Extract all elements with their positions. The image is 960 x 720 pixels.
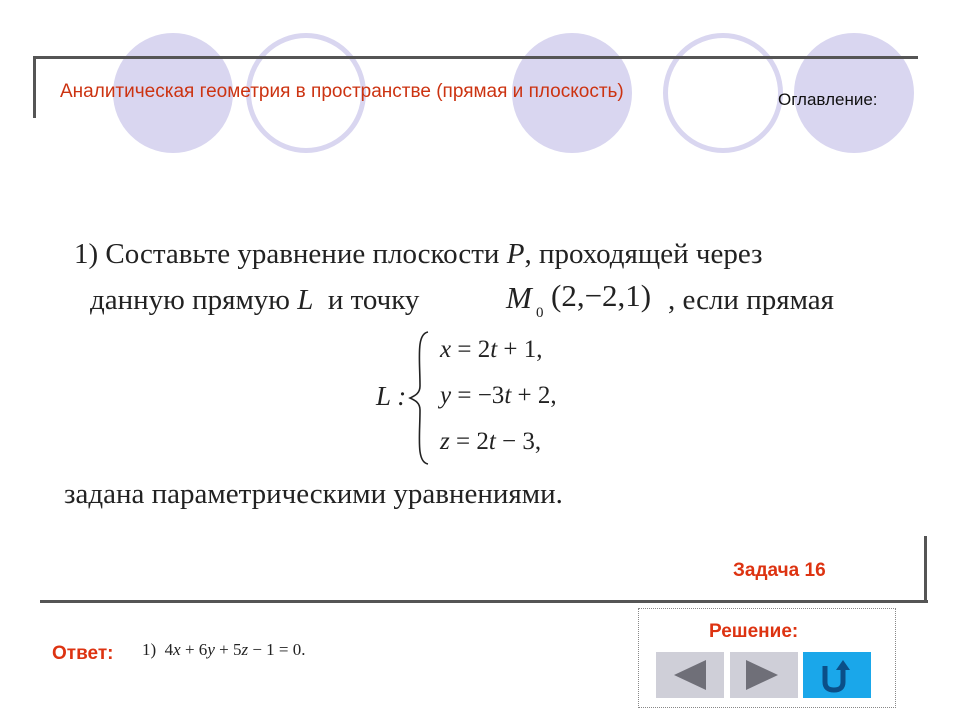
system-label: L : (376, 381, 407, 411)
problem-line-2 (90, 284, 419, 317)
problem-line-2-prefix: данную прямую (90, 284, 298, 316)
problem-line-3: задана параметрическими уравнениями. (64, 478, 563, 510)
frame-right-line (924, 536, 927, 603)
plane-name: P (506, 238, 525, 270)
point-coordinates: (2,−2,1) (551, 278, 652, 313)
table-of-contents-link[interactable]: Оглавление: (778, 90, 878, 109)
solution-link[interactable]: Решение: (709, 621, 799, 642)
previous-button[interactable] (656, 652, 724, 698)
frame-bottom-line (40, 600, 928, 603)
problem-line-1-prefix: 1) Составьте уравнение плоскости (74, 238, 507, 270)
answer-label: Ответ: (52, 643, 114, 664)
problem-line-2-middle: и точку (313, 284, 420, 316)
left-brace-icon (408, 330, 432, 466)
frame-top-line (33, 56, 918, 59)
page-title: Аналитическая геометрия в пространстве (прямая и плоскость) (60, 81, 624, 102)
triangle-left-icon (656, 652, 724, 698)
point-name: M (506, 280, 532, 315)
line-name: L (297, 284, 314, 316)
problem-line-1-suffix: , проходящей через (524, 238, 763, 270)
triangle-right-icon (730, 652, 798, 698)
return-button[interactable] (803, 652, 871, 698)
equation-z: z = 2t − 3, (440, 428, 542, 455)
decor-circle-4 (663, 33, 783, 153)
answer-equation: 1) 4x + 6y + 5z − 1 = 0. (142, 640, 306, 659)
equation-x: x = 2t + 1, (440, 336, 543, 363)
problem-line-1 (74, 238, 763, 271)
next-button[interactable] (730, 652, 798, 698)
task-number-label: Задача 16 (733, 560, 826, 581)
equation-y: y = −3t + 2, (440, 382, 557, 409)
frame-left-line (33, 56, 36, 118)
u-turn-arrow-icon (803, 652, 871, 698)
problem-line-2-suffix: , если прямая (668, 284, 834, 316)
point-subscript: 0 (536, 305, 544, 321)
